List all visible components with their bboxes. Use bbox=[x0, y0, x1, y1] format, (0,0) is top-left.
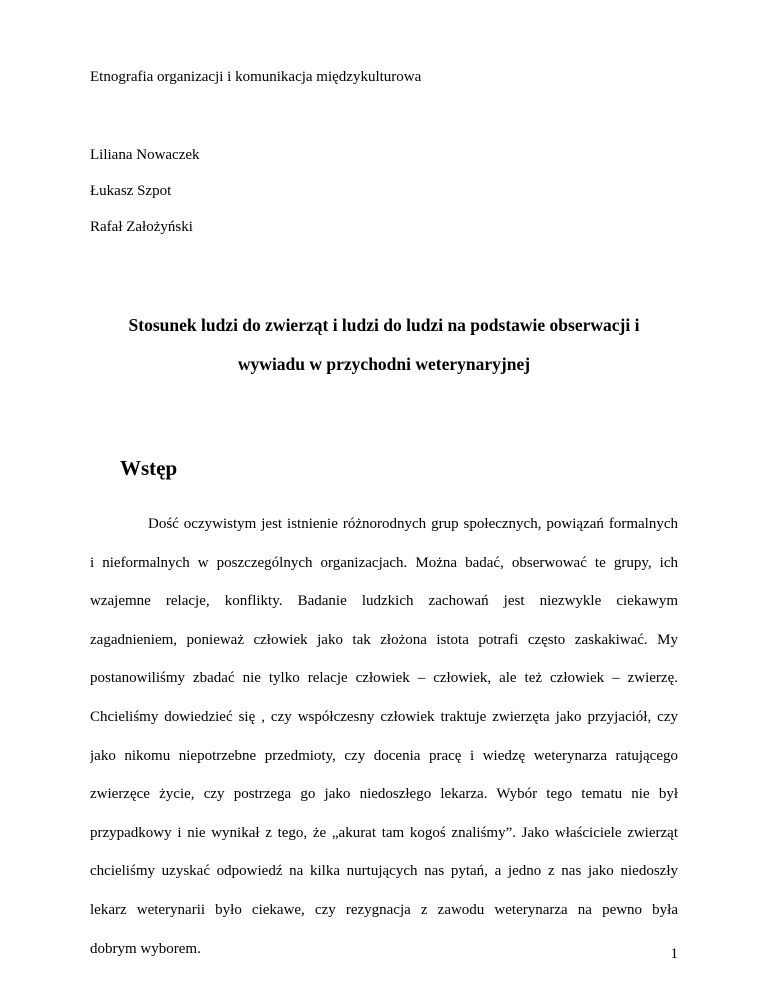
paragraph-line: lekarz weterynarii było ciekawe, czy rezygnacja z zawodu weterynarza na pewno była bbox=[90, 901, 678, 918]
paragraph-line: Chcieliśmy dowiedzieć się , czy współczesny człowiek traktuje zwierzęta jako przyjaciół, czy bbox=[90, 708, 678, 725]
author-name: Liliana Nowaczek bbox=[90, 147, 200, 163]
paragraph-line: jako nikomu niepotrzebne przedmioty, czy docenia pracę i wiedzę weterynarza ratującego bbox=[90, 747, 678, 764]
paragraph-line: przypadkowy i nie wynikał z tego, że „akurat tam kogoś znaliśmy”. Jako właściciele zwierząt bbox=[90, 824, 678, 841]
paragraph-line: chcieliśmy uzyskać odpowiedź na kilka nurtujących nas pytań, a jedno z nas jako niedoszły bbox=[90, 863, 678, 880]
course-name: Etnografia organizacji i komunikacja międzykulturowa bbox=[90, 69, 422, 85]
paragraph-line: i nieformalnych w poszczególnych organizacjach. Można badać, obserwować te grupy, ich bbox=[90, 554, 678, 571]
page-number: 1 bbox=[670, 946, 678, 962]
paragraph-line: postanowiliśmy zbadać nie tylko relacje człowiek – człowiek, ale też człowiek – zwierzę. bbox=[90, 670, 678, 687]
paragraph-line: zwierzęce życie, czy postrzega go jako niedoszłego lekarza. Wybór tego tematu nie był bbox=[90, 786, 678, 803]
author-name: Rafał Założyński bbox=[90, 219, 193, 235]
paragraph-line: dobrym wyborem. bbox=[90, 940, 201, 957]
paragraph-line: Dość oczywistym jest istnienie różnorodnych grup społecznych, powiązań formalnych bbox=[148, 516, 678, 532]
intro-paragraph bbox=[90, 515, 678, 978]
paragraph-line: zagadnieniem, ponieważ człowiek jako tak złożona istota potrafi często zaskakiwać. My bbox=[90, 631, 678, 648]
document-title-line-2: wywiadu w przychodni weterynaryjnej bbox=[237, 354, 531, 374]
document-title-line-1: Stosunek ludzi do zwierząt i ludzi do ludzi na podstawie obserwacji i bbox=[128, 315, 640, 335]
paragraph-line: wzajemne relacje, konflikty. Badanie ludzkich zachowań jest niezwykle ciekawym bbox=[90, 593, 678, 610]
section-heading: Wstęp bbox=[120, 456, 178, 480]
author-name: Łukasz Szpot bbox=[90, 183, 172, 199]
